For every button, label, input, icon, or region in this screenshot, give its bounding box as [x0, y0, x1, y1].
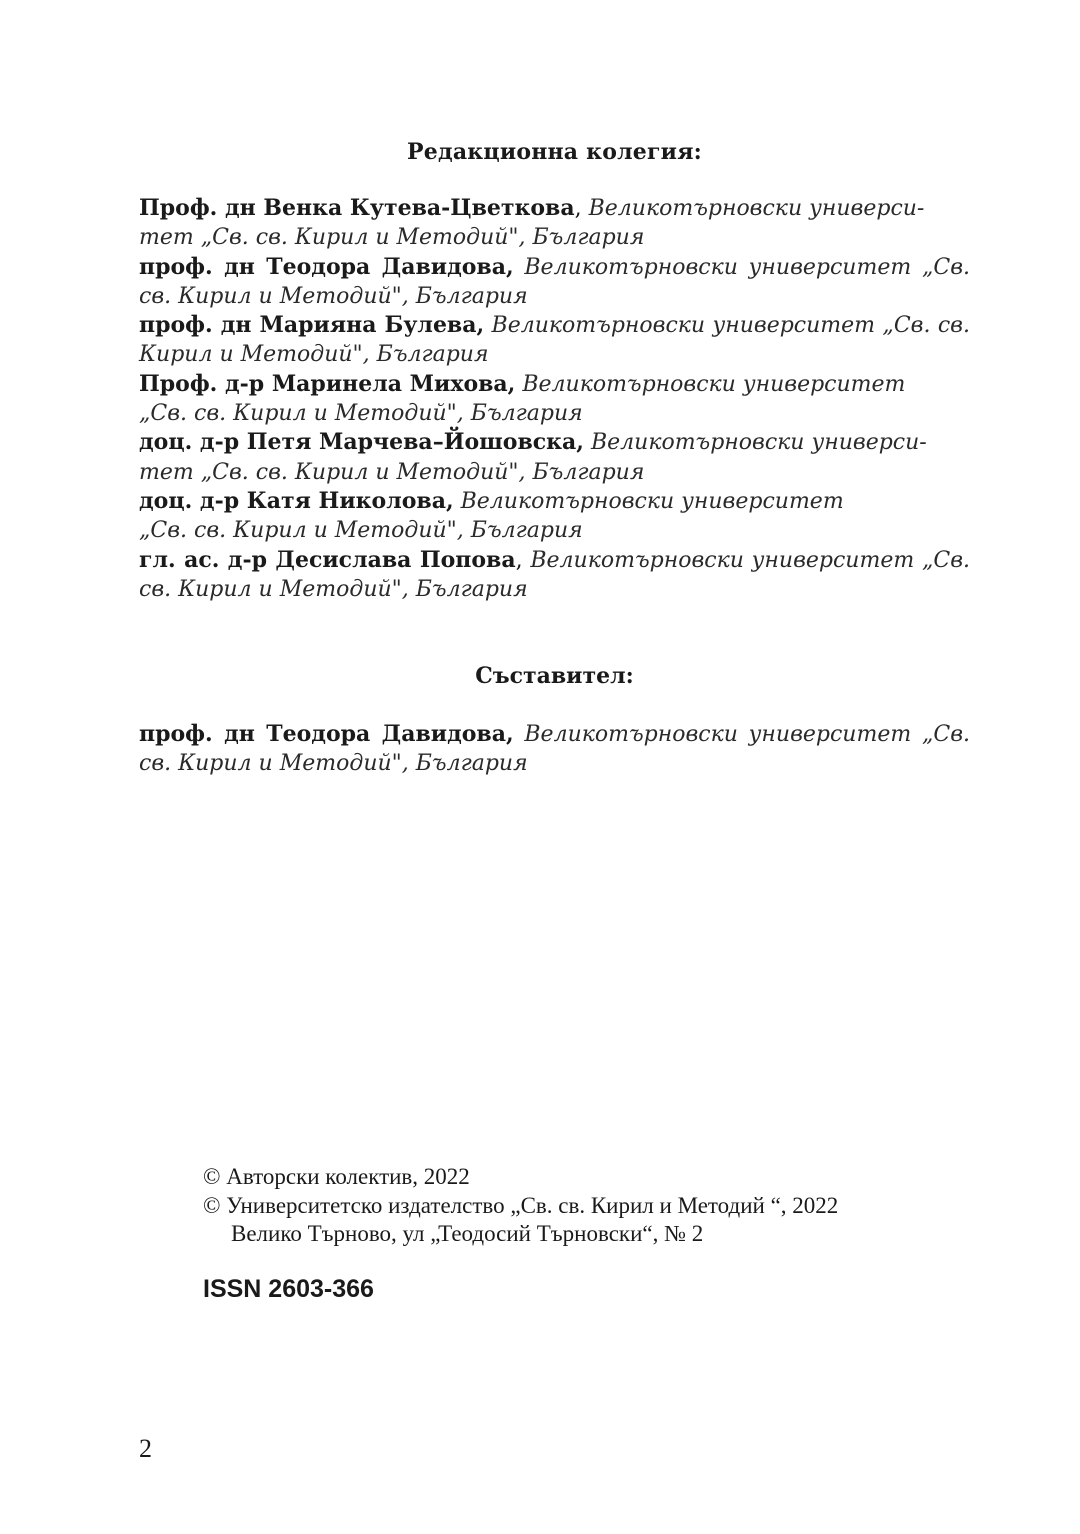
- member-name: проф. дн Теодора Давидова,: [139, 253, 514, 280]
- copyright-authors: © Авторски колектив, 2022: [203, 1164, 470, 1189]
- member-affiliation-cont: „Св. св. Кирил и Методий", България: [139, 518, 583, 544]
- member-affiliation: Великотърновски универси-: [588, 196, 925, 221]
- copyright-block: [203, 1163, 983, 1249]
- copyright-publisher: © Университетско издателство „Св. св. Кирил и Методий “, 2022: [203, 1192, 839, 1218]
- board-member: гл. ас. д-р Десислава Попова, Великотърновски университет „Св. св. Кирил и Методий", България: [139, 546, 970, 602]
- board-member: [139, 311, 970, 370]
- board-member: [139, 253, 970, 312]
- member-affiliation-cont: „Св. св. Кирил и Методий", България: [139, 401, 583, 427]
- board-member: [139, 487, 970, 546]
- publisher-address: Велико Търново, ул „Теодосий Търновски“, № 2: [231, 1221, 704, 1246]
- member-affiliation-cont: тет „Св. св. Кирил и Методий", България: [139, 459, 645, 485]
- member-name: Проф. дн Венка Кутева-Цветкова: [139, 195, 575, 221]
- member-name: доц. д-р Катя Николова,: [139, 487, 454, 514]
- member-name: гл. ас. д-р Десислава Попова: [139, 546, 516, 573]
- compiler-heading: Съставител:: [475, 663, 634, 689]
- member-name: проф. дн Марияна Булева,: [139, 312, 485, 339]
- compiler-name: проф. дн Теодора Давидова,: [139, 721, 514, 747]
- editorial-board-list: [139, 194, 970, 604]
- member-name: Проф. д-р Маринела Михова,: [139, 370, 516, 397]
- compiler-affiliation: Великотърновски университет „Св. св. Кирил и Методий", България: [139, 722, 970, 777]
- board-member: [139, 370, 970, 429]
- board-member: Проф. дн Венка Кутева-Цветкова, Великотърновски универси- тет „Св. св. Кирил и Методий", България: [139, 195, 925, 251]
- editorial-board-heading: Редакционна колегия:: [407, 139, 702, 165]
- member-affiliation: Великотърновски университет „Св. св. Кирил и Методий", България: [139, 254, 970, 309]
- member-affiliation-cont: тет „Св. св. Кирил и Методий", България: [139, 225, 645, 251]
- member-affiliation: Великотърновски университет: [460, 488, 844, 514]
- page-number: 2: [139, 1434, 152, 1463]
- compiler-entry: [139, 720, 970, 779]
- board-member: [139, 428, 970, 487]
- member-affiliation: Великотърновски университет: [522, 371, 906, 397]
- issn-number: ISSN 2603-366: [203, 1275, 374, 1303]
- member-affiliation: Великотърновски университет „Св. св. Кирил и Методий", България: [139, 313, 970, 368]
- member-affiliation: Великотърновски университет „Св. св. Кирил и Методий", България: [139, 547, 970, 602]
- member-name: доц. д-р Петя Марчева–Йошовска,: [139, 429, 584, 456]
- member-affiliation: Великотърновски универси-: [590, 430, 927, 456]
- compiler-member: [139, 720, 970, 779]
